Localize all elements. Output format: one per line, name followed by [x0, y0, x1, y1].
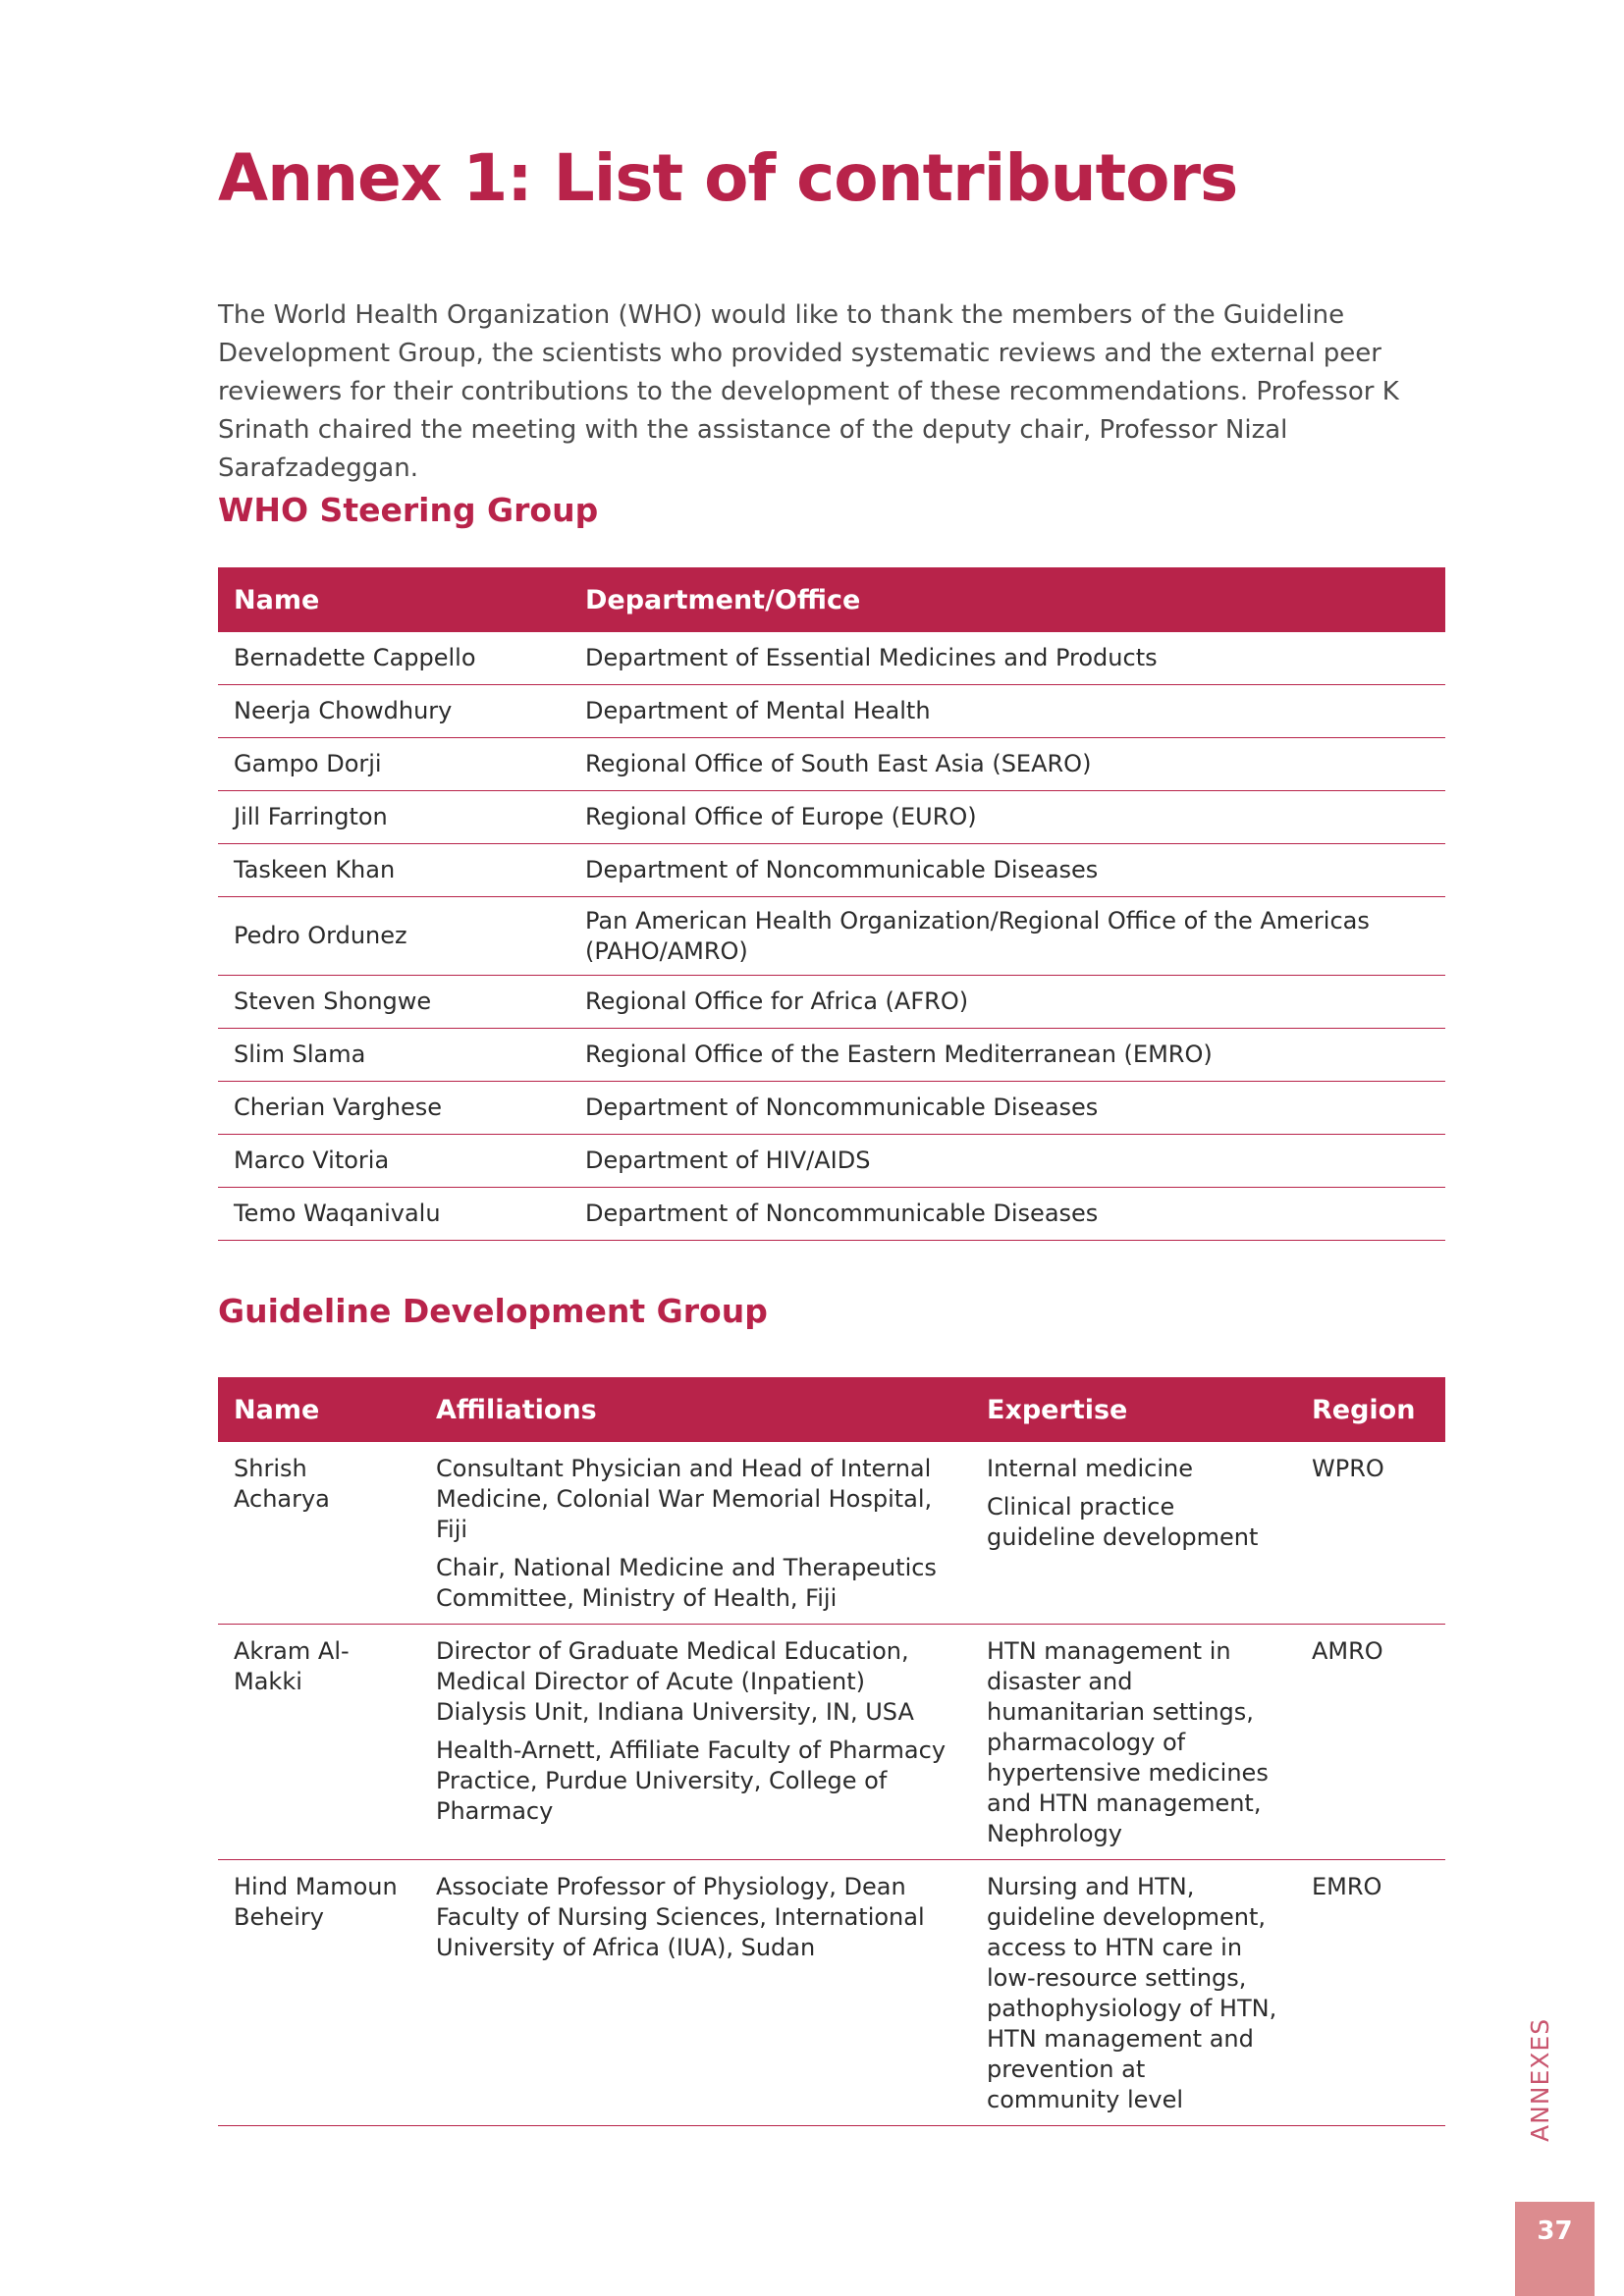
- member-name: Gampo Dorji: [218, 738, 569, 791]
- member-name: Temo Waqanivalu: [218, 1188, 569, 1241]
- member-affiliations: [420, 1625, 971, 1860]
- table-row: [218, 844, 1445, 897]
- member-department: Department of Noncommunicable Diseases: [569, 1188, 1445, 1241]
- member-department: Regional Office of Europe (EURO): [569, 791, 1445, 844]
- member-department: Regional Office of the Eastern Mediterranean (EMRO): [569, 1029, 1445, 1082]
- member-name: Bernadette Cappello: [218, 632, 569, 685]
- table-header-row: [218, 1377, 1445, 1442]
- member-name: Steven Shongwe: [218, 976, 569, 1029]
- guideline-development-group-table: [218, 1377, 1445, 2126]
- member-name: Slim Slama: [218, 1029, 569, 1082]
- guideline-development-group-heading: Guideline Development Group: [218, 1292, 768, 1330]
- column-header-department: Department/Office: [569, 567, 1445, 632]
- member-name: Hind Mamoun Beheiry: [218, 1860, 420, 2126]
- member-region: EMRO: [1296, 1860, 1445, 2126]
- member-name: Marco Vitoria: [218, 1135, 569, 1188]
- affiliation-text: Chair, National Medicine and Therapeutics Committee, Ministry of Health, Fiji: [436, 1554, 937, 1612]
- member-region: AMRO: [1296, 1625, 1445, 1860]
- expertise-text: Nursing and HTN, guideline development, access to HTN care in low-resource settings, pathophysiology of HTN, HTN management and prevention at community level: [987, 1873, 1277, 2113]
- member-department: Department of Mental Health: [569, 685, 1445, 738]
- page-number: 37: [1515, 2202, 1595, 2296]
- member-department: Department of Noncommunicable Diseases: [569, 1082, 1445, 1135]
- member-department: Regional Office for Africa (AFRO): [569, 976, 1445, 1029]
- member-name: Shrish Acharya: [218, 1442, 420, 1625]
- column-header-name: Name: [218, 1377, 420, 1442]
- member-name: Taskeen Khan: [218, 844, 569, 897]
- member-department: Department of HIV/AIDS: [569, 1135, 1445, 1188]
- affiliation-text: Health-Arnett, Affiliate Faculty of Pharmacy Practice, Purdue University, College of Pharmacy: [436, 1736, 947, 1825]
- expertise-text: Clinical practice guideline development: [987, 1493, 1259, 1551]
- member-expertise: [971, 1625, 1296, 1860]
- affiliation-text: Director of Graduate Medical Education, Medical Director of Acute (Inpatient) Dialysis Unit, Indiana University, IN, USA: [436, 1637, 914, 1726]
- member-department: Regional Office of South East Asia (SEARO): [569, 738, 1445, 791]
- table-row: [218, 791, 1445, 844]
- table-row: [218, 1188, 1445, 1241]
- column-header-expertise: Expertise: [971, 1377, 1296, 1442]
- table-row: [218, 738, 1445, 791]
- table-row: [218, 632, 1445, 685]
- member-department: Pan American Health Organization/Regional Office of the Americas (PAHO/AMRO): [569, 897, 1445, 976]
- member-name: Neerja Chowdhury: [218, 685, 569, 738]
- table-row: [218, 897, 1445, 976]
- table-row: [218, 685, 1445, 738]
- expertise-text: HTN management in disaster and humanitarian settings, pharmacology of hypertensive medicines and HTN management, Nephrology: [987, 1637, 1269, 1847]
- member-name: Pedro Ordunez: [218, 897, 569, 976]
- member-department: Department of Essential Medicines and Products: [569, 632, 1445, 685]
- member-name: Jill Farrington: [218, 791, 569, 844]
- member-name: Akram Al-Makki: [218, 1625, 420, 1860]
- table-row: [218, 1442, 1445, 1625]
- page-title: Annex 1: List of contributors: [218, 140, 1238, 216]
- table-row: [218, 1860, 1445, 2126]
- annexes-side-label: ANNEXES: [1526, 2017, 1554, 2142]
- table-row: [218, 1029, 1445, 1082]
- table-row: [218, 1625, 1445, 1860]
- steering-group-table: [218, 567, 1445, 1241]
- affiliation-text: Associate Professor of Physiology, Dean Faculty of Nursing Sciences, International University of Africa (IUA), Sudan: [436, 1873, 925, 1961]
- intro-paragraph: The World Health Organization (WHO) would like to thank the members of the Guideline Development Group, the scientists who provided systematic reviews and the external peer reviewers for their contributions to the development of these recommendations. Professor K Srinath chaired the meeting with the assistance of the deputy chair, Professor Nizal Sarafzadeggan.: [218, 300, 1399, 483]
- table-row: [218, 1082, 1445, 1135]
- member-affiliations: [420, 1860, 971, 2126]
- steering-group-heading: WHO Steering Group: [218, 491, 599, 529]
- member-expertise: [971, 1442, 1296, 1625]
- member-affiliations: [420, 1442, 971, 1625]
- member-expertise: [971, 1860, 1296, 2126]
- column-header-region: Region: [1296, 1377, 1445, 1442]
- table-row: [218, 1135, 1445, 1188]
- column-header-name: Name: [218, 567, 569, 632]
- column-header-affiliations: Affiliations: [420, 1377, 971, 1442]
- member-name: Cherian Varghese: [218, 1082, 569, 1135]
- table-header-row: [218, 567, 1445, 632]
- member-department: Department of Noncommunicable Diseases: [569, 844, 1445, 897]
- table-row: [218, 976, 1445, 1029]
- affiliation-text: Consultant Physician and Head of Internal Medicine, Colonial War Memorial Hospital, Fiji: [436, 1455, 933, 1543]
- expertise-text: Internal medicine: [987, 1455, 1194, 1482]
- member-region: WPRO: [1296, 1442, 1445, 1625]
